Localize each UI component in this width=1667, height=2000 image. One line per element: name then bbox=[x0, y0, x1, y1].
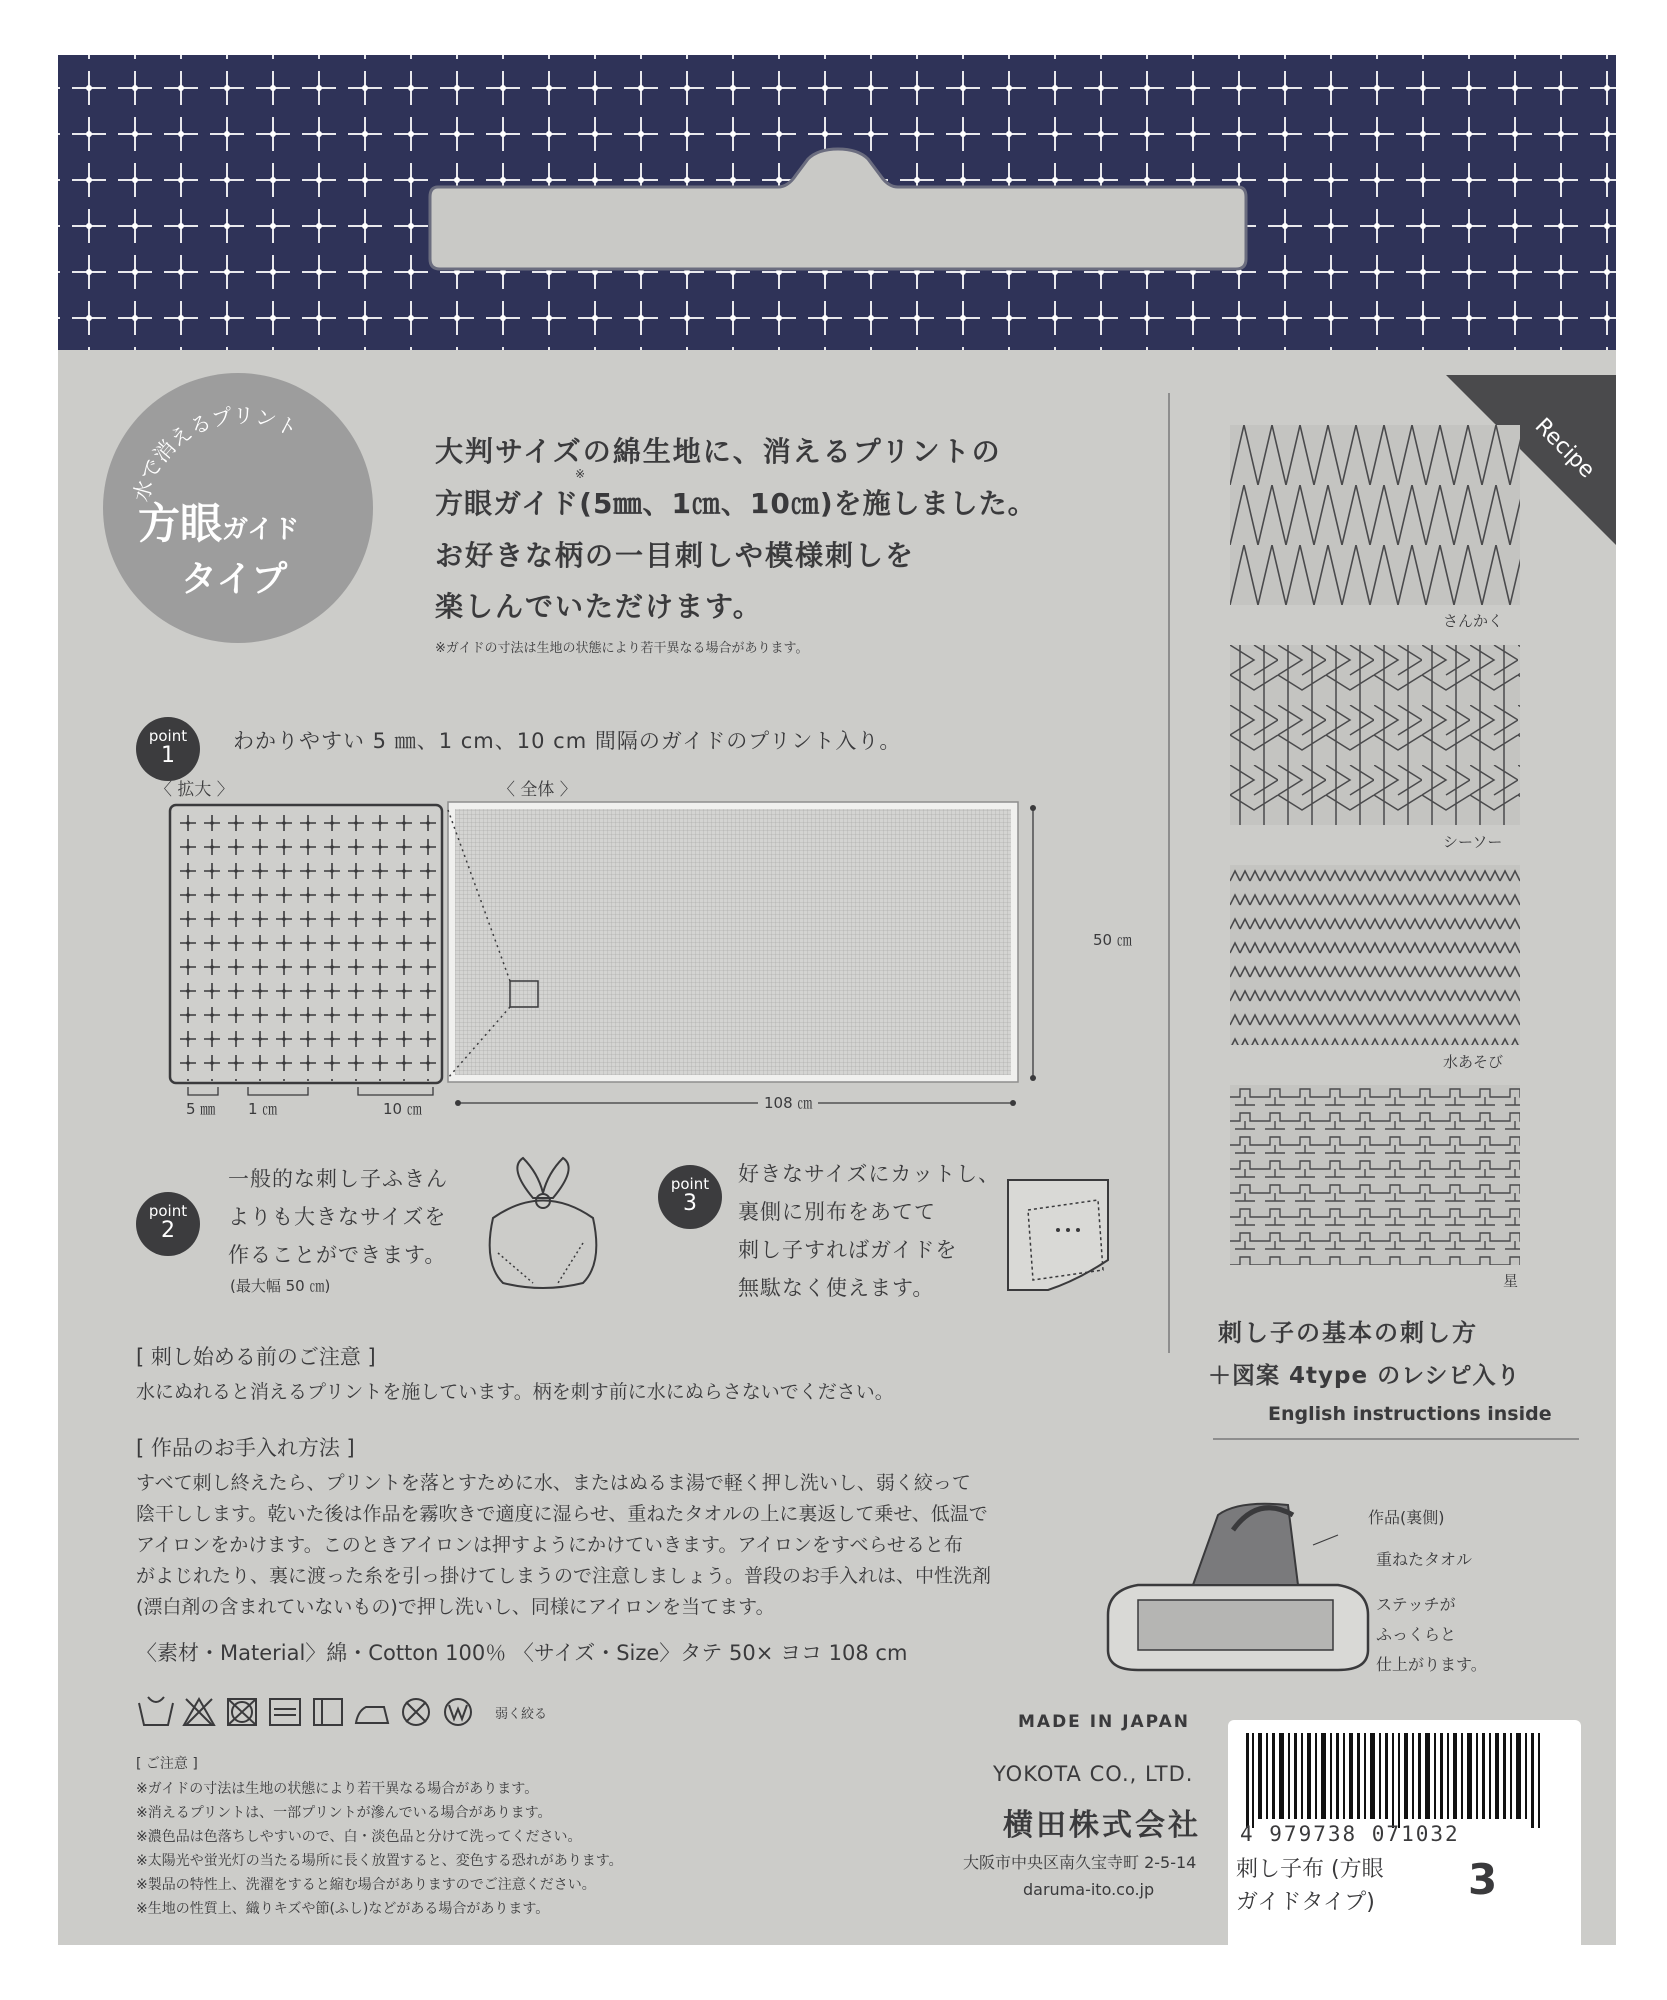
english-note: English instructions inside bbox=[1268, 1403, 1552, 1425]
pattern-label-1: さんかく bbox=[1443, 612, 1504, 630]
recipe-title: 刺し子の基本の刺し方 bbox=[1218, 1319, 1478, 1347]
point-3-badge: point 3 bbox=[658, 1165, 722, 1229]
guide-type-badge bbox=[103, 373, 373, 643]
material-size: 〈素材・Material〉綿・Cotton 100％ 〈サイズ・Size〉タテ 50× ヨコ 108 cm bbox=[136, 1641, 908, 1665]
dim-5mm: 5 ㎜ bbox=[186, 1100, 216, 1118]
caution-text: 水にぬれると消えるプリントを施しています。柄を刺す前に水にぬらさないでください。 bbox=[136, 1381, 894, 1403]
barcode-label bbox=[1228, 1720, 1581, 1945]
dim-width: 108 ㎝ bbox=[758, 1092, 818, 1113]
barcode-line-1: 刺し子布 (方眼 bbox=[1236, 1857, 1384, 1882]
cut-cloth-icon bbox=[988, 1160, 1128, 1300]
barcode-number: 4 979738 071032 bbox=[1240, 1822, 1460, 1846]
care-text: すべて刺し終えたら、プリントを落とすために水、またはぬるま湯で軽く押し洗いし、弱く絞って 陰干しします。乾いた後は作品を霧吹きで適度に湿らせ、重ねたタオルの上に裏返して乗せ、低温で アイロンをかけます。このときアイロンは押すようにかけていきます。アイロンをすべらせると布 がよじれたり、裏に渡った糸を引っ掛けてしまうので注意しましょう。普段のお手入れは、中性洗剤 (漂白剤の含まれていないもの)で押し洗いし、同様にアイロンを当てます。 bbox=[136, 1472, 992, 1618]
made-in: MADE IN JAPAN bbox=[1018, 1712, 1190, 1732]
intro-line-3: お好きな柄の一目刺しや模様刺しを bbox=[435, 539, 916, 572]
company-en: YOKOTA CO., LTD. bbox=[993, 1762, 1194, 1786]
column-divider bbox=[1168, 393, 1170, 1353]
point-2-badge: point 2 bbox=[136, 1192, 200, 1256]
hang-hole bbox=[428, 147, 1248, 272]
dim-1cm: 1 ㎝ bbox=[248, 1100, 278, 1118]
intro-note: ※ガイドの寸法は生地の状態により若干異なる場合があります。 bbox=[435, 641, 809, 656]
pattern-label-3: 水あそび bbox=[1443, 1053, 1504, 1071]
care-heading: [ 作品のお手入れ方法 ] bbox=[136, 1436, 355, 1460]
intro-mark: ※ bbox=[575, 467, 586, 481]
care-symbols bbox=[136, 1693, 496, 1733]
caution-heading: [ 刺し始める前のご注意 ] bbox=[136, 1345, 376, 1369]
care-icons-label: 弱く絞る bbox=[495, 1707, 548, 1722]
intro-line-1: 大判サイズの綿生地に、消えるプリントの bbox=[435, 435, 1002, 468]
notes-list: ※ガイドの寸法は生地の状態により若干異なる場合があります。 ※消えるプリントは、一部プリントが滲んでいる場合があります。 ※濃色品は色落ちしやすいので、白・淡色品と分けて洗ってください。 ※太陽光や蛍光灯の当たる場所に長く放置すると、変色する恐れがあります。 ※製品の特性上、洗濯をすると縮む場合がありますのでご注意ください。 ※生地の性質上、織りキズや節(ふし)などがある場合があります。 bbox=[136, 1781, 623, 1917]
svg-text:Recipe: Recipe bbox=[1529, 413, 1600, 484]
pattern-seesaw bbox=[1230, 645, 1520, 825]
barcode-line-2: ガイドタイプ) bbox=[1236, 1890, 1375, 1915]
wrapped-cloth-icon bbox=[478, 1143, 608, 1293]
pattern-sankaku bbox=[1230, 425, 1520, 605]
pattern-label-2: シーソー bbox=[1443, 833, 1503, 851]
iron-label-3: ステッチが ふっくらと 仕上がります。 bbox=[1376, 1595, 1487, 1674]
intro-line-2: 方眼ガイド(5㎜、1㎝、10㎝)を施しました。 bbox=[435, 487, 1037, 520]
pattern-hoshi bbox=[1230, 1085, 1520, 1265]
package-back bbox=[58, 55, 1616, 1945]
zoom-grid-diagram bbox=[168, 803, 448, 1088]
badge-type-text: タイプ bbox=[181, 559, 288, 600]
dim-height: 50 ㎝ bbox=[1093, 927, 1132, 952]
iron-label-2: 重ねたタオル bbox=[1376, 1550, 1473, 1569]
point-3-text: 好きなサイズにカットし、 裏側に別布をあてて 刺し子すればガイドを 無駄なく使えます。 bbox=[738, 1162, 1001, 1300]
badge-arc-text: 水で消えるプリント bbox=[129, 403, 302, 505]
badge-big-text: 方眼 bbox=[138, 499, 223, 548]
company-jp: 横田株式会社 bbox=[1003, 1808, 1201, 1843]
iron-illustration bbox=[1098, 1475, 1388, 1675]
pattern-label-4: 星 bbox=[1503, 1272, 1519, 1290]
point-2-text: 一般的な刺し子ふきん よりも大きなサイズを 作ることができます。 bbox=[228, 1167, 448, 1267]
dim-brackets bbox=[168, 1085, 448, 1099]
company-url: daruma-ito.co.jp bbox=[1023, 1880, 1155, 1899]
badge-small-text: ガイド bbox=[222, 515, 300, 545]
recipe-sub: ＋図案 4type のレシピ入り bbox=[1208, 1363, 1521, 1389]
notes-heading: [ ご注意 ] bbox=[136, 1756, 198, 1772]
english-underline bbox=[1213, 1438, 1579, 1440]
point-1-badge: point 1 bbox=[136, 717, 200, 781]
dim-10cm: 10 ㎝ bbox=[383, 1100, 422, 1118]
point-1-text: わかりやすい 5 ㎜、1 cm、10 cm 間隔のガイドのプリント入り。 bbox=[233, 729, 902, 753]
intro-line-4: 楽しんでいただけます。 bbox=[435, 590, 763, 623]
iron-label-1: 作品(裏側) bbox=[1368, 1508, 1445, 1527]
company-address: 大阪市中央区南久宝寺町 2-5-14 bbox=[963, 1853, 1197, 1872]
pattern-mizuasobi bbox=[1230, 865, 1520, 1045]
zoom-label: 〈 拡大 〉 bbox=[155, 780, 234, 800]
point-2-sub: (最大幅 50 ㎝) bbox=[230, 1277, 331, 1295]
barcode-num: 3 bbox=[1468, 1855, 1498, 1904]
barcode-bars bbox=[1228, 1725, 1581, 1835]
whole-label: 〈 全体 〉 bbox=[498, 780, 577, 800]
